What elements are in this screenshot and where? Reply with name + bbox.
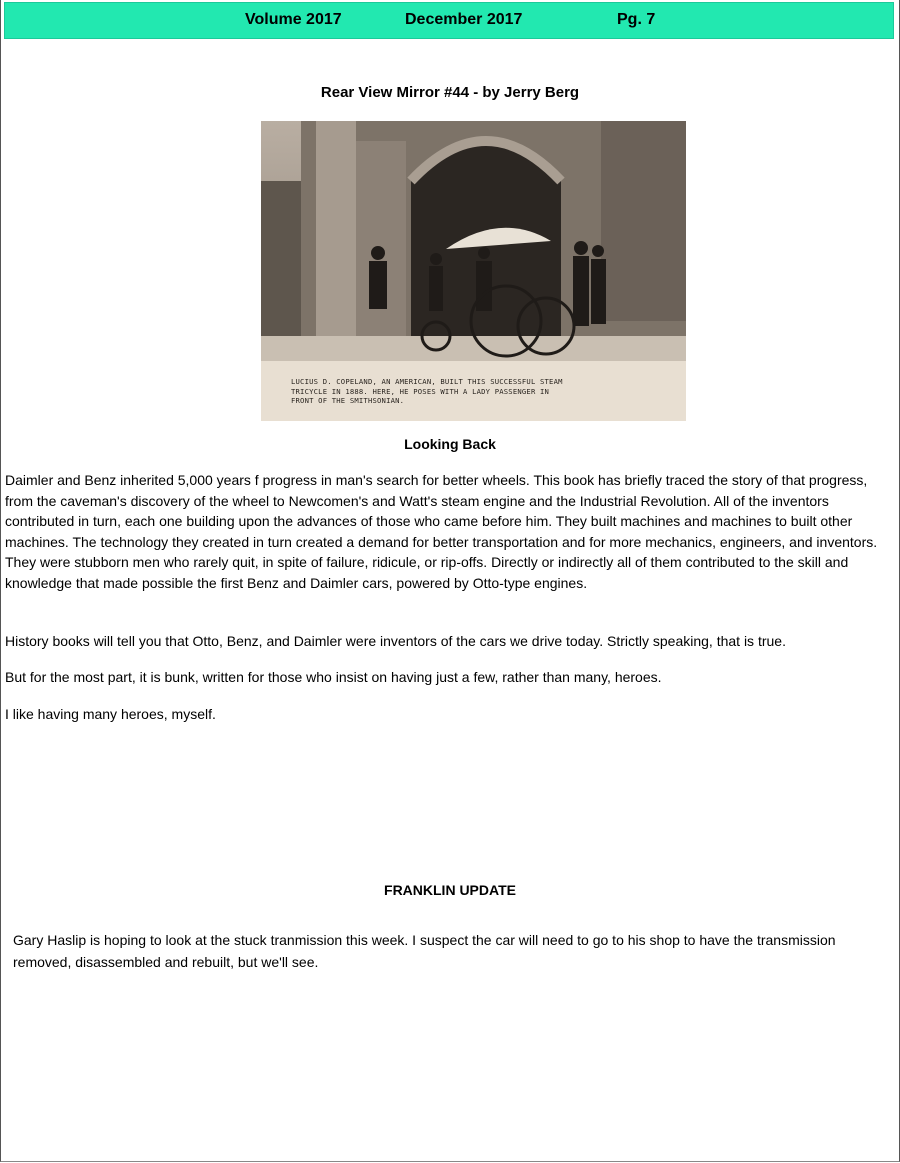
article-paragraph: Daimler and Benz inherited 5,000 years f progress in man's search for better wheels. This book has briefly traced the story of that progress, from the caveman's discovery of the wheel to Newcomen's and Watt's steam engine and the Industrial Revolution. All of the inventors contributed in turn, each one building upon the advances of those who came before him. They built machines and machines to built other machines. The technology they created in turn created a demand for better transportation and for more mechanics, engineers, and inventors. They were stubborn men who rarely quit, in spite of failure, ridicule, or rip-offs. Directly or indirectly all of them contributed to the skill and knowledge that made possible the first Benz and Daimler cars, powered by Otto-type engines. — [5, 472, 878, 591]
photo-illustration — [261, 121, 686, 421]
photo-caption-line: TRICYCLE IN 1888. HERE, HE POSES WITH A LADY PASSENGER IN — [291, 386, 550, 396]
franklin-update-heading: FRANKLIN UPDATE — [384, 882, 516, 898]
header-date: December 2017 — [405, 11, 523, 28]
looking-back-heading: Looking Back — [404, 436, 496, 452]
header-page-number: Pg. 7 — [617, 11, 656, 28]
photo-caption — [291, 377, 671, 406]
newsletter-header-bar — [4, 2, 894, 39]
historic-photo-steam-tricycle — [261, 121, 686, 421]
article-paragraph: But for the most part, it is bunk, written for those who insist on having just a few, rather than many, heroes. — [5, 669, 662, 685]
photo-caption-line: LUCIUS D. COPELAND, AN AMERICAN, BUILT THIS SUCCESSFUL STEAM — [291, 377, 563, 386]
franklin-update-paragraph: Gary Haslip is hoping to look at the stuck tranmission this week. I suspect the car will need to go to his shop to have the transmission removed, disassembled and rebuilt, but we'll see. — [13, 932, 836, 970]
header-volume: Volume 2017 — [245, 11, 342, 28]
article-paragraph: I like having many heroes, myself. — [5, 706, 216, 722]
article-title: Rear View Mirror #44 - by Jerry Berg — [320, 84, 580, 101]
photo-caption-line: FRONT OF THE SMITHSONIAN. — [291, 396, 405, 405]
article-paragraph: History books will tell you that Otto, Benz, and Daimler were inventors of the cars we drive today. Strictly speaking, that is true. — [5, 633, 786, 649]
